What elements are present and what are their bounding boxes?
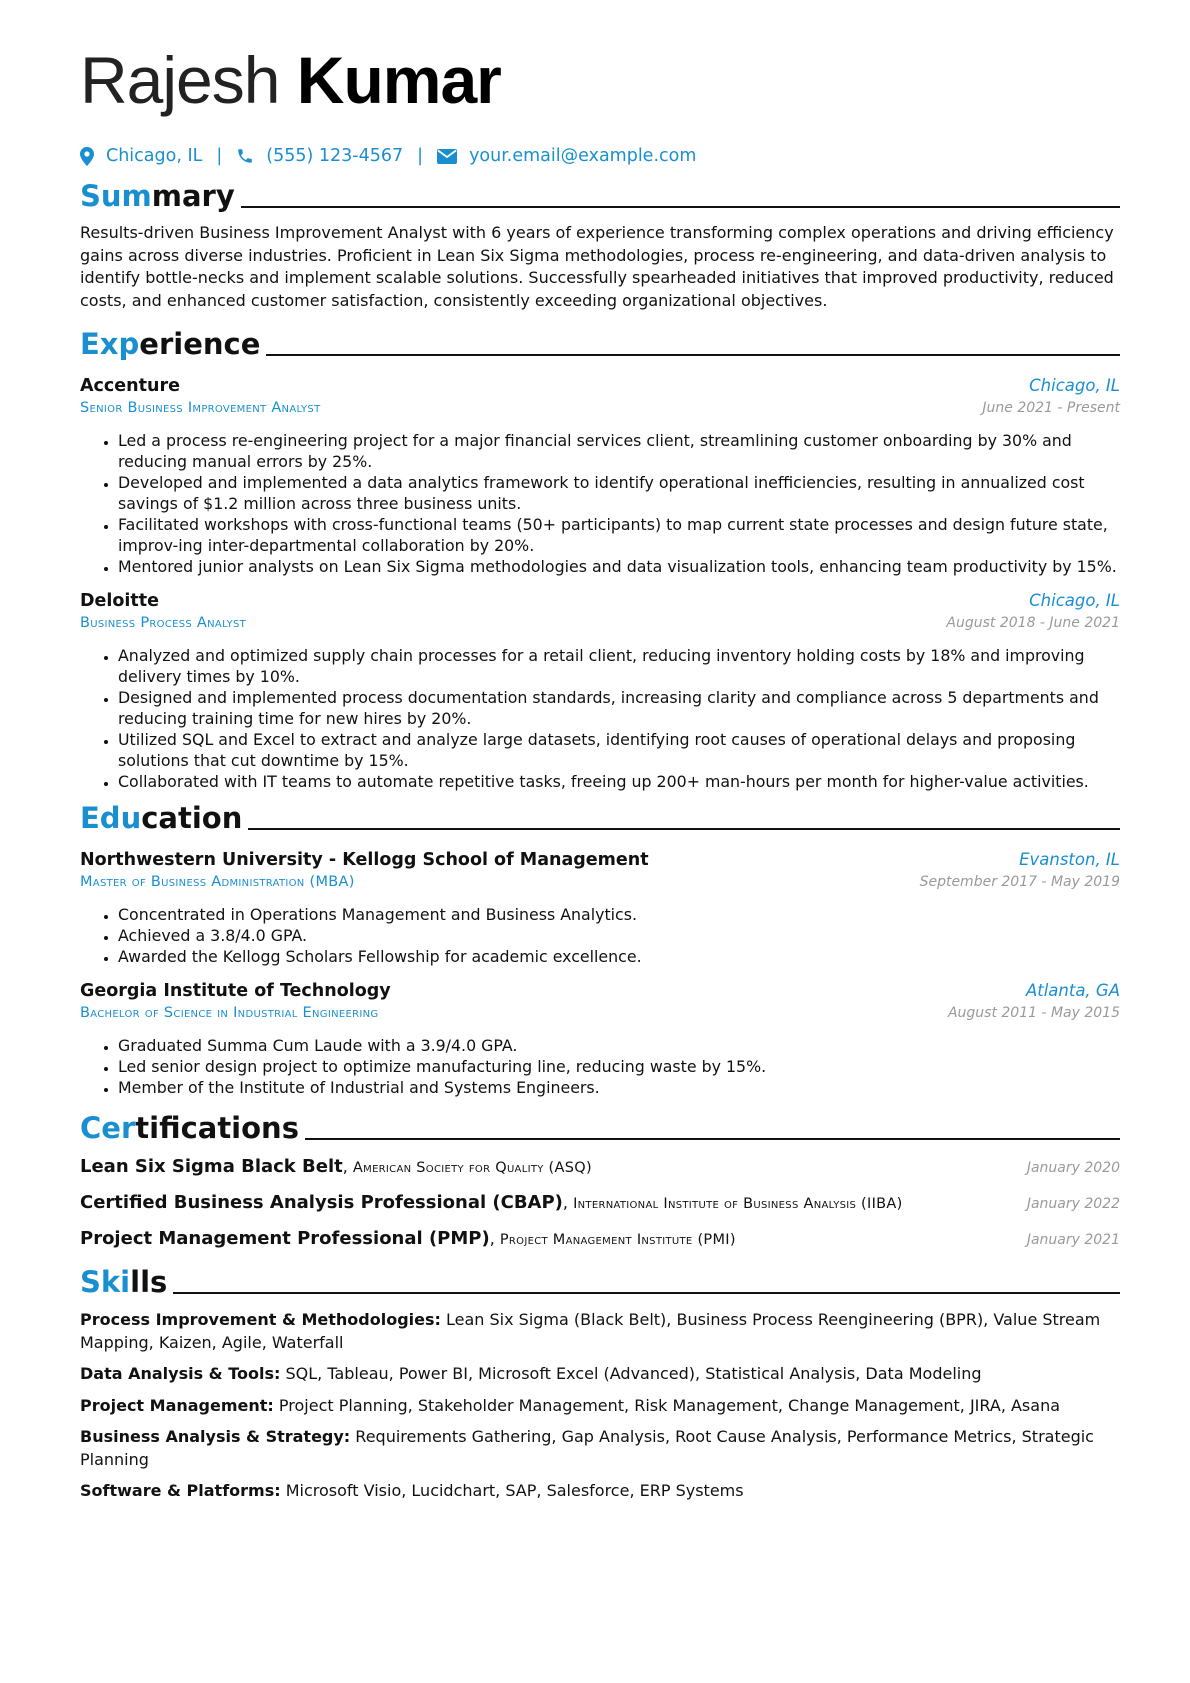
bullet-item: • Mentored junior analysts on Lean Six Sigma methodologies and data visualization tools, enhancing team productivity by 15%. (118, 556, 1120, 577)
contact-separator: | (216, 146, 223, 166)
skill-value: Lean Six Sigma (Black Belt), Business Process Reengineering (BPR), Value Stream Mapping, Kaizen, Agile, Waterfall (80, 1310, 1101, 1352)
location-text: Chicago, IL (106, 146, 203, 166)
skill-label: Data Analysis & Tools: (80, 1364, 281, 1383)
heading-rule (241, 206, 1120, 208)
skill-value: SQL, Tableau, Power BI, Microsoft Excel (Advanced), Statistical Analysis, Data Modeling (285, 1364, 982, 1383)
heading-accent: Ski (80, 1265, 131, 1299)
skill-label: Process Improvement & Methodologies: (80, 1310, 441, 1329)
school-bullets (80, 904, 1120, 967)
skill-line (80, 1426, 1120, 1471)
summary-heading (80, 178, 1120, 214)
skill-value: Requirements Gathering, Gap Analysis, Root Cause Analysis, Performance Metrics, Strategic Planning (80, 1427, 1094, 1469)
contact-line (80, 142, 1120, 170)
heading-rest: tifications (135, 1111, 299, 1145)
degree: Master of Business Administration (MBA) (80, 874, 355, 890)
certification-item: Project Management Professional (PMP), Project Management Institute (PMI) January 2021 (80, 1228, 1120, 1249)
cert-date: January 2022 (1026, 1196, 1120, 1212)
skill-label: Project Management: (80, 1395, 274, 1415)
heading-accent: Exp (80, 327, 140, 361)
experience-entry (80, 374, 1120, 577)
resume-page (80, 40, 1120, 1503)
skill-value: Microsoft Visio, Lucidchart, SAP, Salesforce, ERP Systems (285, 1481, 744, 1500)
degree: Bachelor of Science in Industrial Engineering (80, 1005, 379, 1021)
bullet-item: • Achieved a 3.8/4.0 GPA. (118, 925, 1120, 946)
company-name: Accenture (80, 376, 180, 396)
skills-heading (80, 1264, 1120, 1300)
education-entry (80, 848, 1120, 967)
contact-email[interactable] (437, 146, 696, 166)
skill-line (80, 1395, 1120, 1418)
heading-rest: lls (130, 1265, 168, 1299)
email-text: your.email@example.com (469, 146, 697, 166)
education-entry (80, 979, 1120, 1098)
bullet-item: • Awarded the Kellogg Scholars Fellowship for academic excellence. (118, 946, 1120, 967)
cert-issuer: American Society for Quality (ASQ) (352, 1160, 592, 1176)
envelope-icon (437, 149, 457, 164)
heading-rule (173, 1292, 1120, 1294)
phone-icon (236, 147, 254, 165)
certifications-heading (80, 1110, 1120, 1146)
bullet-item: • Utilized SQL and Excel to extract and analyze large datasets, identifying root causes of operational delays and proposing solutions that cut downtime by 15%. (118, 729, 1120, 771)
contact-phone[interactable] (236, 146, 403, 166)
experience-heading (80, 326, 1120, 362)
job-title: Business Process Analyst (80, 615, 247, 631)
cert-issuer: International Institute of Business Analysis (IIBA) (573, 1196, 903, 1212)
education-heading (80, 800, 1120, 836)
school-location: Evanston, IL (1019, 850, 1120, 869)
heading-rest: erience (139, 327, 261, 361)
job-location: Chicago, IL (1029, 591, 1120, 610)
bullet-item: • Led a process re-engineering project for a major financial services client, streamlining customer onboarding by 30% and reducing manual errors by 25%. (118, 430, 1120, 472)
skill-label: Business Analysis & Strategy: (80, 1427, 351, 1446)
school-dates: September 2017 - May 2019 (919, 874, 1120, 890)
heading-accent: Edu (80, 801, 142, 835)
bullet-item: • Designed and implemented process documentation standards, increasing clarity and compliance across 5 departments and reducing training time for new hires by 20%. (118, 687, 1120, 729)
bullet-item: • Led senior design project to optimize manufacturing line, reducing waste by 15%. (118, 1056, 1120, 1077)
summary-text: Results-driven Business Improvement Analyst with 6 years of experience transforming complex operations and driving efficiency gains across diverse industries. Proficient in Lean Six Sigma methodologies, process re-engineering, and data-driven analysis to identify bottle-necks and implement scalable solutions. Successfully spearheaded initiatives that improved productivity, reduced costs, and enhanced customer satisfaction, consistently exceeding organizational objectives. (80, 223, 1114, 310)
school-name: Northwestern University - Kellogg School of Management (80, 850, 649, 870)
cert-name: Certified Business Analysis Professional (CBAP) (80, 1192, 563, 1213)
cert-name: Project Management Professional (PMP) (80, 1228, 490, 1249)
company-name: Deloitte (80, 591, 160, 611)
heading-rest: mary (151, 179, 235, 213)
school-bullets (80, 1035, 1120, 1098)
certification-item: Lean Six Sigma Black Belt, American Society for Quality (ASQ) January 2020 (80, 1156, 1120, 1177)
first-name: Rajesh (80, 43, 280, 117)
cert-date: January 2020 (1026, 1160, 1120, 1176)
school-dates: August 2011 - May 2015 (947, 1005, 1120, 1021)
skill-label: Software & Platforms: (80, 1481, 281, 1500)
heading-rule (248, 828, 1120, 830)
location-pin-icon (80, 147, 94, 166)
job-dates: June 2021 - Present (982, 400, 1120, 416)
candidate-name (80, 40, 1120, 120)
cert-issuer: Project Management Institute (PMI) (499, 1232, 736, 1248)
experience-entry (80, 589, 1120, 792)
heading-rule (266, 354, 1120, 356)
job-bullets (80, 430, 1120, 577)
school-location: Atlanta, GA (1025, 981, 1120, 1000)
school-name: Georgia Institute of Technology (80, 981, 391, 1001)
skill-line (80, 1309, 1120, 1354)
skill-line (80, 1363, 1120, 1386)
heading-accent: Cer (80, 1111, 136, 1145)
skill-line (80, 1480, 1120, 1503)
contact-location (80, 146, 202, 166)
bullet-item: • Member of the Institute of Industrial and Systems Engineers. (118, 1077, 1120, 1098)
job-bullets (80, 645, 1120, 792)
bullet-item: • Graduated Summa Cum Laude with a 3.9/4.0 GPA. (118, 1035, 1120, 1056)
cert-name: Lean Six Sigma Black Belt (80, 1156, 343, 1177)
bullet-item: • Collaborated with IT teams to automate repetitive tasks, freeing up 200+ man-hours per month for higher-value activities. (118, 771, 1120, 792)
skill-value: Project Planning, Stakeholder Management, Risk Management, Change Management, JIRA, Asana (278, 1395, 1061, 1415)
bullet-item: • Concentrated in Operations Management and Business Analytics. (118, 904, 1120, 925)
job-title: Senior Business Improvement Analyst (80, 400, 321, 416)
heading-accent: Sum (80, 179, 152, 213)
heading-rest: cation (141, 801, 243, 835)
last-name: Kumar (296, 43, 501, 117)
bullet-item: • Developed and implemented a data analytics framework to identify operational inefficiencies, resulting in annualized cost savings of $1.2 million across three business units. (118, 472, 1120, 514)
bullet-item: • Analyzed and optimized supply chain processes for a retail client, reducing inventory holding costs by 18% and improving delivery times by 10%. (118, 645, 1120, 687)
bullet-item: • Facilitated workshops with cross-functional teams (50+ participants) to map current state processes and design future state, improv-ing inter-departmental collaboration by 20%. (118, 514, 1120, 556)
phone-text: (555) 123-4567 (266, 146, 404, 166)
heading-rule (305, 1138, 1120, 1140)
job-dates: August 2018 - June 2021 (946, 615, 1120, 631)
job-location: Chicago, IL (1029, 376, 1120, 395)
certification-item: Certified Business Analysis Professional (CBAP), International Institute of Business Analysis (IIBA) January 2022 (80, 1192, 1120, 1213)
contact-separator: | (417, 146, 424, 166)
cert-date: January 2021 (1026, 1232, 1120, 1248)
